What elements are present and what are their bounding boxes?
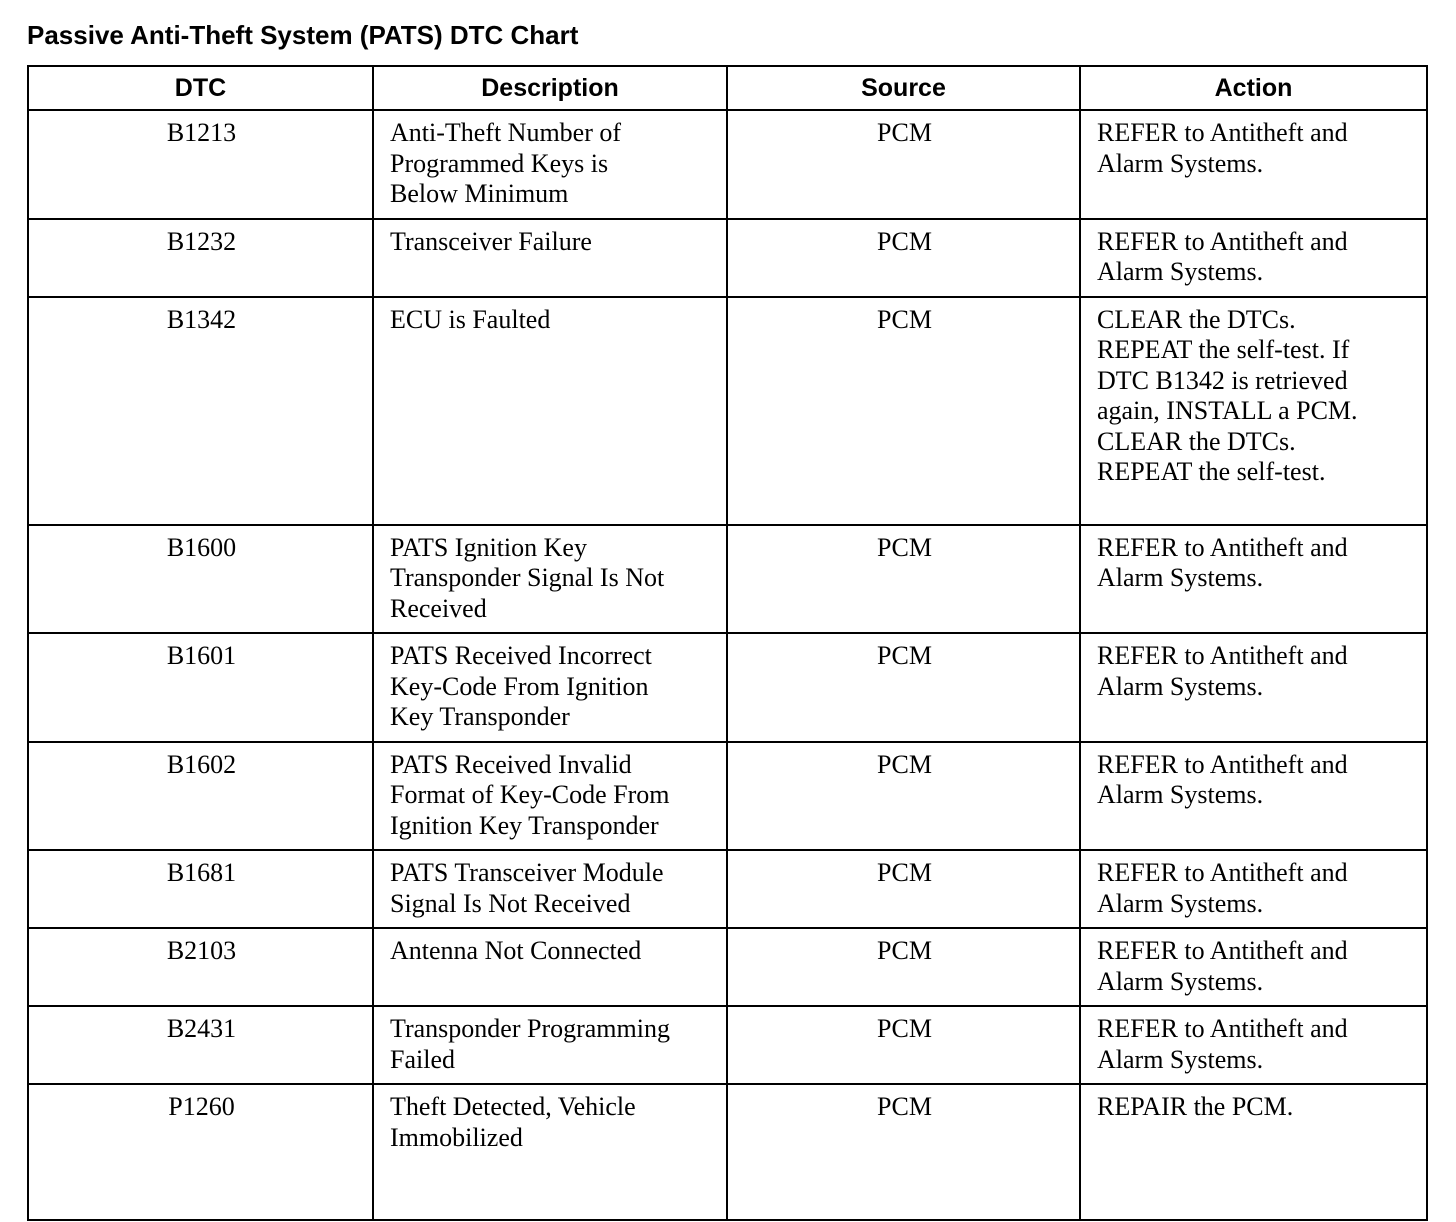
description-line: PATS Received Incorrect — [390, 641, 652, 670]
cell-dtc-code: B1600 — [28, 525, 373, 634]
cell-source: PCM — [727, 1084, 1080, 1220]
cell-description — [373, 1006, 727, 1084]
table-row — [28, 219, 1427, 297]
action-line: Alarm Systems. — [1097, 671, 1264, 701]
cell-description — [373, 525, 727, 634]
action-line: REPAIR the PCM. — [1097, 1092, 1294, 1121]
cell-description — [373, 219, 727, 297]
action-line: REFER to Antitheft and — [1097, 226, 1348, 256]
description-line: Transponder Signal Is Not — [390, 563, 665, 592]
dtc-table — [27, 65, 1428, 1221]
cell-action — [1080, 110, 1427, 219]
cell-source: PCM — [727, 850, 1080, 928]
cell-action — [1080, 928, 1427, 1006]
cell-description — [373, 850, 727, 928]
cell-source: PCM — [727, 742, 1080, 851]
table-row — [28, 633, 1427, 742]
cell-description — [373, 742, 727, 851]
action-line: Alarm Systems. — [1097, 966, 1264, 996]
cell-source: PCM — [727, 219, 1080, 297]
action-line: REFER to Antitheft and — [1097, 641, 1348, 670]
description-line: Transceiver Failure — [390, 226, 592, 256]
description-line: Signal Is Not Received — [390, 888, 631, 918]
action-line: Alarm Systems. — [1097, 780, 1264, 809]
action-line: REFER to Antitheft and — [1097, 532, 1348, 562]
action-line: CLEAR the DTCs. — [1097, 304, 1296, 334]
cell-dtc-code: B2431 — [28, 1006, 373, 1084]
header-description: Description — [373, 66, 727, 110]
description-line: Format of Key-Code From — [390, 780, 670, 809]
cell-action — [1080, 1084, 1427, 1220]
action-line: REPEAT the self-test. If — [1097, 335, 1350, 364]
table-row — [28, 297, 1427, 525]
description-line: Failed — [390, 1044, 455, 1074]
header-action: Action — [1080, 66, 1427, 110]
action-line: Alarm Systems. — [1097, 563, 1264, 592]
description-line: PATS Received Invalid — [390, 749, 632, 779]
cell-action — [1080, 633, 1427, 742]
description-line: Programmed Keys is — [390, 148, 609, 178]
cell-action — [1080, 1006, 1427, 1084]
description-line: PATS Ignition Key — [390, 532, 587, 562]
action-line: REFER to Antitheft and — [1097, 858, 1348, 887]
cell-action — [1080, 297, 1427, 525]
cell-dtc-code: B1602 — [28, 742, 373, 851]
action-line: REFER to Antitheft and — [1097, 936, 1348, 965]
table-header-row — [28, 66, 1427, 110]
action-line: REFER to Antitheft and — [1097, 1014, 1348, 1043]
description-line: Theft Detected, Vehicle — [390, 1092, 636, 1121]
description-line: Transponder Programming — [390, 1014, 670, 1043]
description-line: Antenna Not Connected — [390, 936, 642, 965]
table-row — [28, 928, 1427, 1006]
action-line: REPEAT the self-test. — [1097, 457, 1326, 486]
cell-description — [373, 297, 727, 525]
page-title: Passive Anti-Theft System (PATS) DTC Chart — [27, 20, 579, 50]
cell-source: PCM — [727, 1006, 1080, 1084]
cell-description — [373, 110, 727, 219]
cell-description — [373, 633, 727, 742]
description-line: Key-Code From Ignition — [390, 671, 649, 701]
action-line: again, INSTALL a PCM. — [1097, 396, 1358, 425]
table-row — [28, 1006, 1427, 1084]
table-row — [28, 850, 1427, 928]
cell-dtc-code: B1342 — [28, 297, 373, 525]
action-line: Alarm Systems. — [1097, 257, 1264, 286]
cell-source: PCM — [727, 525, 1080, 634]
cell-action — [1080, 850, 1427, 928]
description-line: Received — [390, 593, 487, 623]
action-line: Alarm Systems. — [1097, 148, 1264, 178]
action-line: REFER to Antitheft and — [1097, 118, 1348, 147]
cell-source: PCM — [727, 633, 1080, 742]
cell-source: PCM — [727, 928, 1080, 1006]
cell-action — [1080, 742, 1427, 851]
description-line: Immobilized — [390, 1122, 523, 1152]
header-dtc: DTC — [28, 66, 373, 110]
action-line: REFER to Antitheft and — [1097, 749, 1348, 779]
description-line: Key Transponder — [390, 702, 570, 731]
description-line: Anti-Theft Number of — [390, 118, 622, 147]
cell-dtc-code: P1260 — [28, 1084, 373, 1220]
cell-source: PCM — [727, 297, 1080, 525]
cell-source: PCM — [727, 110, 1080, 219]
description-line: Below Minimum — [390, 179, 569, 208]
action-line: Alarm Systems. — [1097, 888, 1264, 918]
cell-dtc-code: B1681 — [28, 850, 373, 928]
cell-action — [1080, 219, 1427, 297]
cell-dtc-code: B1213 — [28, 110, 373, 219]
description-line: ECU is Faulted — [390, 304, 551, 334]
table-row — [28, 1084, 1427, 1220]
cell-description — [373, 1084, 727, 1220]
cell-description — [373, 928, 727, 1006]
action-line: Alarm Systems. — [1097, 1044, 1264, 1074]
table-row — [28, 742, 1427, 851]
cell-dtc-code: B1601 — [28, 633, 373, 742]
action-line: DTC B1342 is retrieved — [1097, 365, 1348, 395]
table-row — [28, 525, 1427, 634]
cell-dtc-code: B1232 — [28, 219, 373, 297]
table-row — [28, 110, 1427, 219]
description-line: PATS Transceiver Module — [390, 858, 664, 887]
cell-action — [1080, 525, 1427, 634]
action-line: CLEAR the DTCs. — [1097, 426, 1296, 456]
cell-dtc-code: B2103 — [28, 928, 373, 1006]
description-line: Ignition Key Transponder — [390, 810, 659, 840]
header-source: Source — [727, 66, 1080, 110]
table-body — [28, 110, 1427, 1220]
